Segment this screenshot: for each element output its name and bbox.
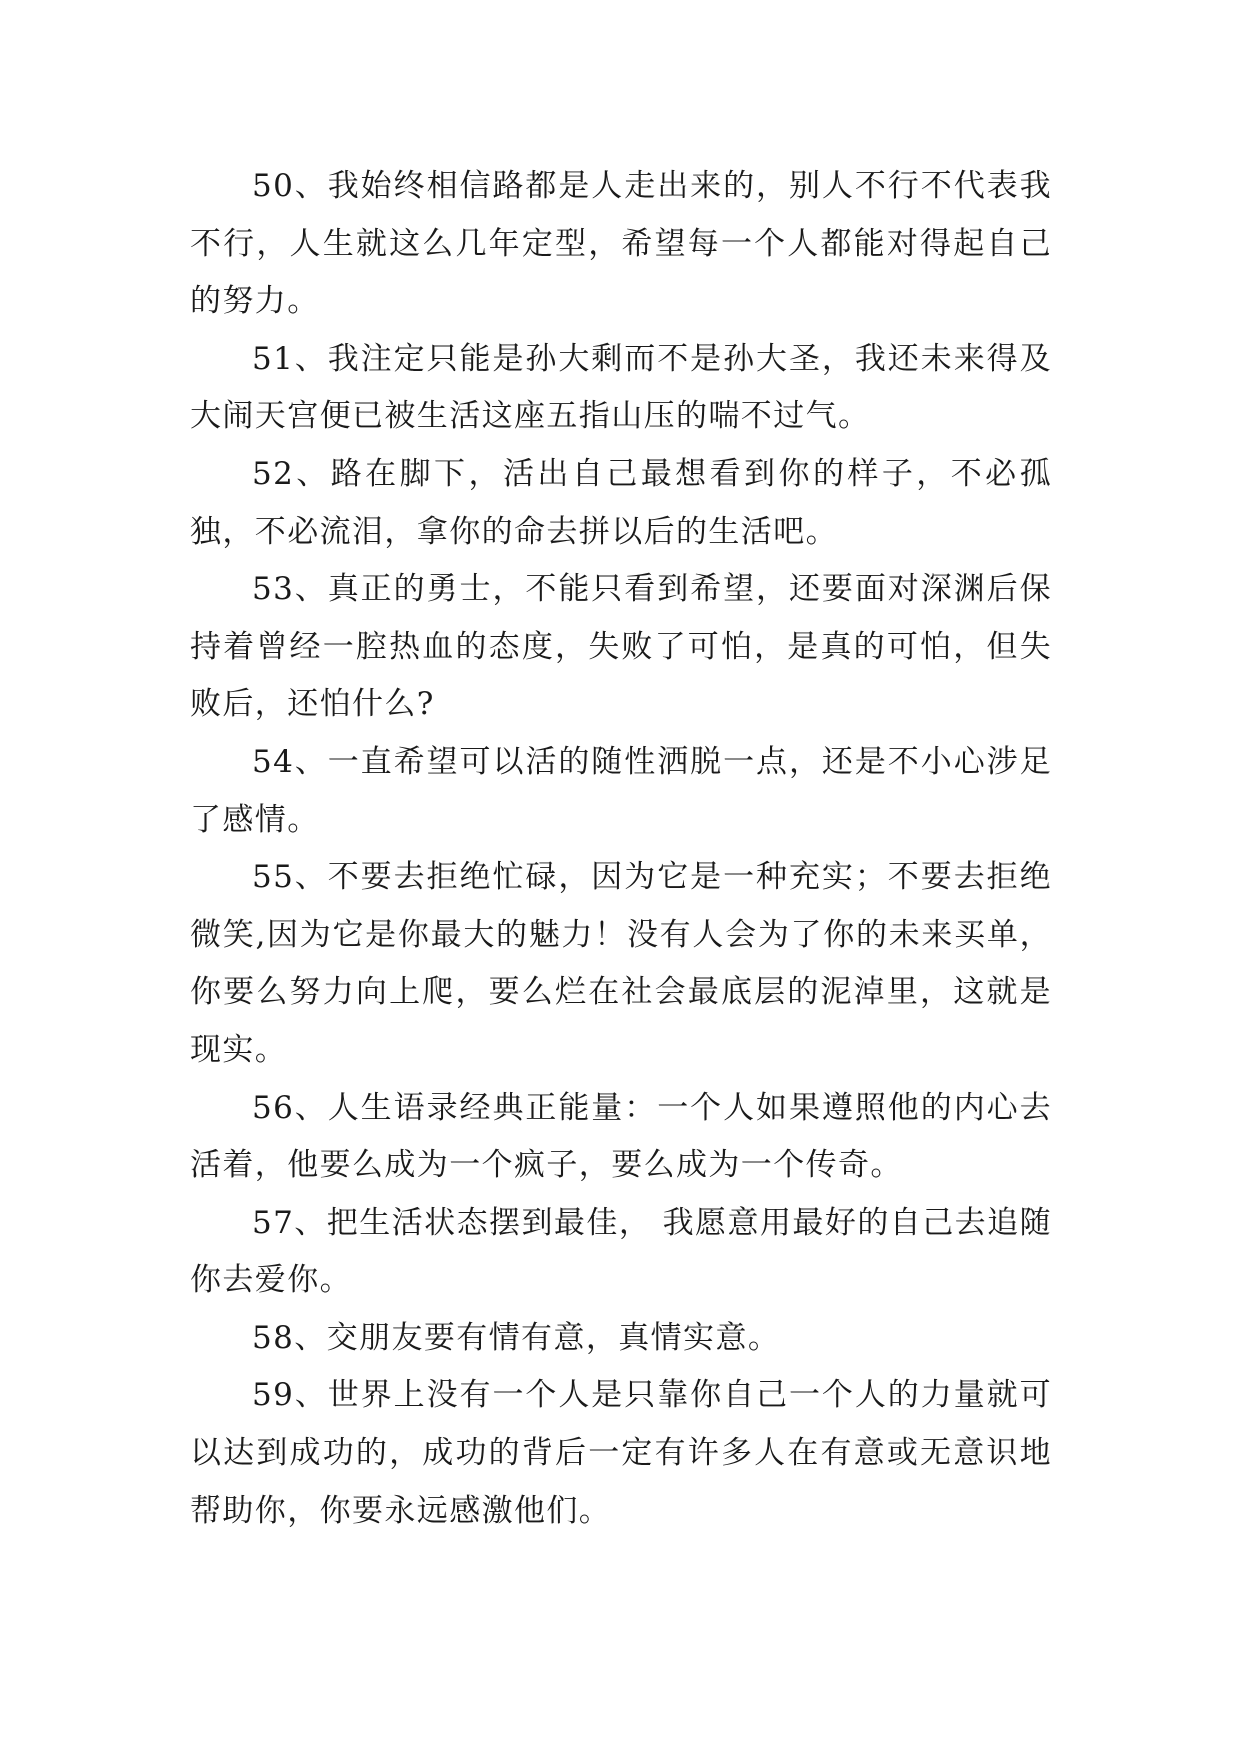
paragraph-51: 51、我注定只能是孙大剩而不是孙大圣，我还未来得及大闹天宫便已被生活这座五指山压的喘不过气。 [190,340,1052,435]
paragraph-59: 59、世界上没有一个人是只靠你自己一个人的力量就可以达到成功的，成功的背后一定有许多人在有意或无意识地帮助你，你要永远感激他们。 [190,1377,1052,1529]
paragraph-58: 58、交朋友要有情有意，真情实意。 [252,1319,781,1356]
paragraph-56: 56、人生语录经典正能量：一个人如果遵照他的内心去活着，他要么成为一个疯子，要么成为一个传奇。 [190,1089,1052,1184]
paragraph-57: 57、把生活状态摆到最佳， 我愿意用最好的自己去追随你去爱你。 [190,1204,1052,1299]
paragraph-50: 50、我始终相信路都是人走出来的，别人不行不代表我不行，人生就这么几年定型，希望每一个人都能对得起自己的努力。 [190,168,1052,320]
paragraph-54: 54、一直希望可以活的随性洒脱一点，还是不小心涉足了感情。 [190,743,1052,838]
document-body [190,158,1052,1540]
paragraph-55: 55、不要去拒绝忙碌，因为它是一种充实；不要去拒绝微笑,因为它是你最大的魅力！没有人会为了你的未来买单，你要么努力向上爬，要么烂在社会最底层的泥淖里，这就是现实。 [190,859,1052,1068]
paragraph-53: 53、真正的勇士，不能只看到希望，还要面对深渊后保持着曾经一腔热血的态度，失败了可怕，是真的可怕，但失败后，还怕什么? [190,571,1052,723]
paragraph-52: 52、路在脚下，活出自己最想看到你的样子，不必孤独，不必流泪，拿你的命去拼以后的生活吧。 [190,455,1052,550]
